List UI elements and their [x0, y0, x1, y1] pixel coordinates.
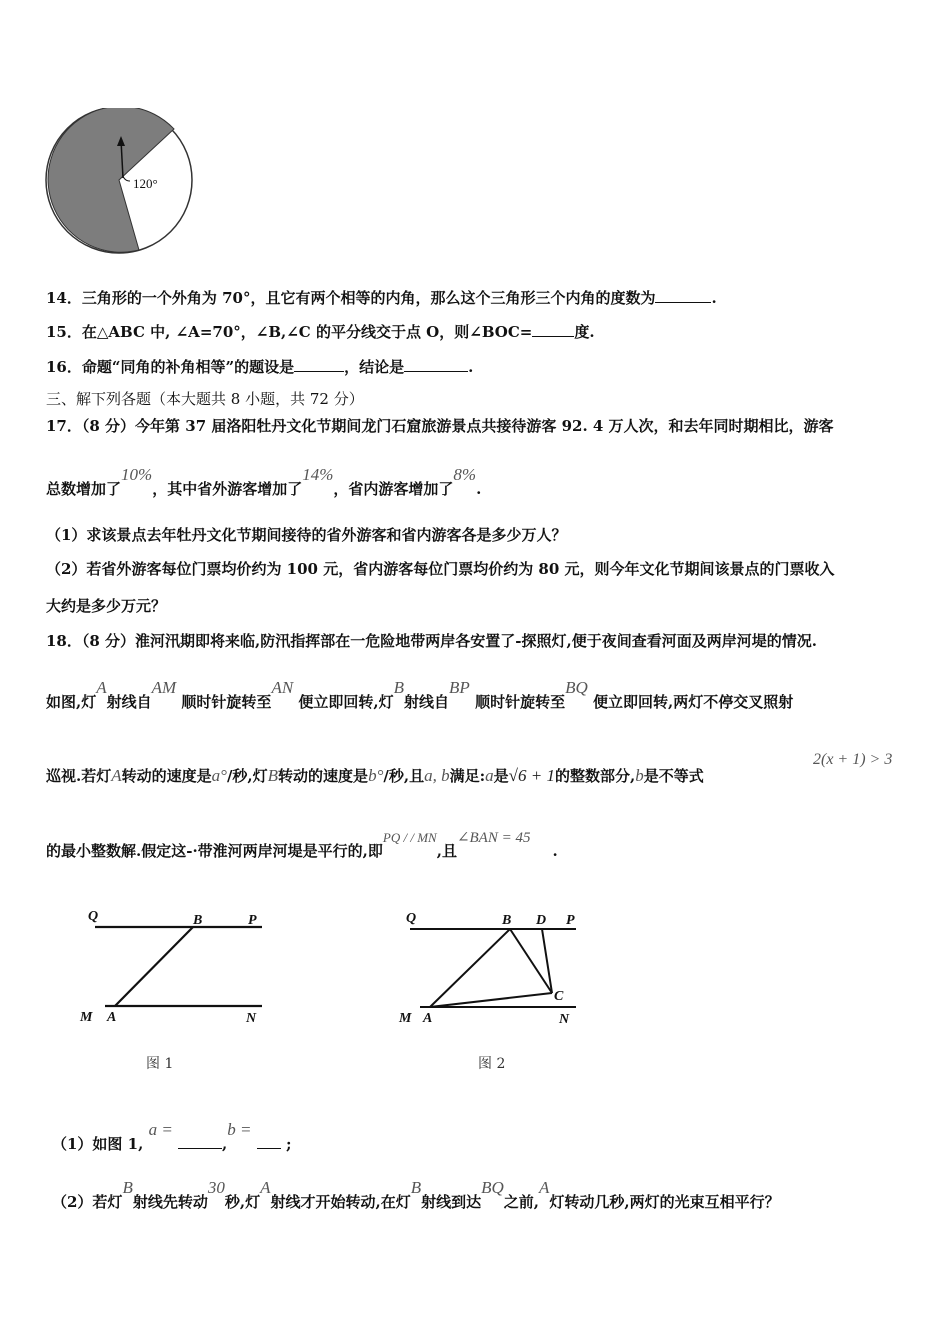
q18-t12: /秒,且	[383, 767, 425, 785]
var-ab: a, b	[424, 766, 450, 785]
question-14	[46, 287, 717, 308]
section-3-heading: 三、解下列各题（本大题共 8 小题，共 72 分）	[46, 390, 364, 408]
var-B: B	[393, 678, 405, 697]
q16-end: .	[468, 358, 474, 376]
fig1-label-m: M	[80, 1010, 93, 1025]
question-16	[46, 356, 473, 377]
q17-sub-2-cont: 大约是多少万元？	[46, 597, 167, 615]
q18-sub1-end: ;	[285, 1135, 292, 1153]
q17-line-1: 17．（8 分）今年第 37 届洛阳牡丹文化节期间龙门石窟旅游景点共接待游客 92. 4 万人次，和去年同时期相比，游客	[46, 417, 834, 435]
q17-sub-1: （1）求该景点去年牡丹文化节期间接待的省外游客和省内游客各是多少万人？	[46, 526, 567, 544]
percent-8: 8%	[453, 465, 477, 484]
fig1-segment-ab	[115, 927, 193, 1006]
fig2-label-c: C	[554, 989, 564, 1004]
fig1-label-q: Q	[88, 909, 99, 924]
var-A-2: A	[111, 766, 122, 785]
var-BQ-2: BQ	[481, 1178, 504, 1197]
q18-t7: 便立即回转,两灯不停交叉照射	[592, 693, 794, 711]
q18-t3: 顺时针旋转至	[181, 693, 272, 711]
q18-t1: 如图,灯	[46, 693, 97, 711]
fig2-segment-dc	[542, 929, 552, 993]
q18-line-4	[46, 830, 558, 861]
fig1-label-b: B	[193, 913, 203, 928]
q18-sub1-comma: ,	[222, 1135, 228, 1153]
q18-t16: 是不等式	[643, 767, 704, 785]
q18-s2-t4: 射线才开始转动,在灯	[270, 1193, 411, 1211]
question-15	[46, 321, 595, 342]
percent-10: 10%	[121, 465, 153, 484]
q18-t13: 满足:	[449, 767, 486, 785]
sqrt6-plus-1: √6 + 1	[508, 766, 555, 785]
angle-ban: ∠BAN = 45	[456, 830, 531, 846]
var-B-4: B	[410, 1178, 422, 1197]
var-A-4: A	[539, 1178, 550, 1197]
q15-end: 度.	[574, 323, 595, 341]
q18-t14: 是	[493, 767, 509, 785]
fig2-label-n: N	[559, 1012, 570, 1027]
q14-blank	[655, 288, 711, 303]
fig1-label-a: A	[107, 1010, 117, 1025]
q18-s2-t3: 秒,灯	[224, 1193, 261, 1211]
q17-text-d: .	[476, 480, 482, 498]
q15-text: 15．在△ABC 中, ∠A=70°，∠B,∠C 的平分线交于点 O，则∠BOC=	[46, 323, 533, 341]
fig2-label-m: M	[399, 1011, 412, 1026]
q15-blank	[532, 322, 574, 337]
q17-sub-2: （2）若省外游客每位门票均价约为 100 元，省内游客每位门票均价约为 80 元，则今年文化节期间该景点的门票收入	[46, 560, 835, 578]
q16-conclusion-label: ，结论是	[344, 358, 405, 376]
q17-text-a: 总数增加了	[46, 480, 122, 498]
pie-figure	[44, 108, 200, 254]
q18-s2-t6: 之前,	[503, 1193, 540, 1211]
fig2-label-d: D	[536, 913, 547, 928]
pq-parallel-mn: PQ / / MN	[382, 830, 437, 845]
q18-s2-t5: 射线到达	[421, 1193, 482, 1211]
fig2-label-q: Q	[406, 911, 417, 926]
seconds-30: 30	[207, 1178, 225, 1197]
q18-s2-t1: （2）若灯	[52, 1193, 123, 1211]
q18-t15: 的整数部分,	[554, 767, 636, 785]
q16-blank-1	[294, 357, 344, 372]
q17-line-2	[46, 465, 482, 499]
figure-2	[396, 905, 596, 1027]
fig2-segment-ab	[430, 929, 510, 1007]
q14-text: 14．三角形的一个外角为 70°，且它有两个相等的内角，那么这个三角形三个内角的度数为	[46, 289, 656, 307]
fig2-label-p: P	[566, 913, 575, 928]
q18-line-2	[46, 678, 794, 712]
q18-t19: .	[552, 842, 558, 860]
q18-sub-2	[52, 1178, 780, 1212]
var-b: b	[635, 766, 644, 785]
var-B-2: B	[267, 766, 279, 785]
pie-angle-label: 120°	[133, 176, 158, 191]
q17-text-c: ，省内游客增加了	[333, 480, 454, 498]
fig2-segment-ac	[430, 993, 552, 1007]
a-answer-blank	[178, 1134, 222, 1149]
q18-t9: 转动的速度是	[121, 767, 212, 785]
a-equals: a =	[148, 1120, 173, 1139]
q18-t18: ,且	[436, 842, 457, 860]
q14-end: .	[711, 289, 717, 307]
fig2-label-b: B	[502, 913, 512, 928]
q18-t2: 射线自	[106, 693, 152, 711]
var-B-3: B	[122, 1178, 133, 1197]
b-equals: b =	[227, 1120, 252, 1139]
figure-1	[78, 905, 278, 1027]
fig2-segment-bc	[510, 929, 552, 993]
q18-t17: 的最小整数解.假定这-·带淮河两岸河堤是平行的,即	[46, 842, 383, 860]
var-a-deg: a°	[211, 766, 227, 785]
var-BP: BP	[449, 678, 470, 697]
var-a: a	[485, 766, 494, 785]
q18-sub1-label: （1）如图 1,	[52, 1135, 144, 1153]
q18-s2-t7: 灯转动几秒,两灯的光束互相平行？	[549, 1193, 780, 1211]
q18-t6: 顺时针旋转至	[475, 693, 566, 711]
q18-t11: 转动的速度是	[278, 767, 369, 785]
percent-14: 14%	[302, 465, 334, 484]
q16-premise-label: 16．命题“同角的补角相等”的题设是	[46, 358, 295, 376]
q18-s2-t2: 射线先转动	[132, 1193, 208, 1211]
var-AM: AM	[151, 678, 177, 697]
fig2-label-a: A	[423, 1011, 433, 1026]
q18-sub-1	[52, 1120, 292, 1154]
fig1-label-p: P	[248, 913, 257, 928]
figure-1-caption: 图 1	[146, 1056, 174, 1072]
q18-t10: /秒,灯	[226, 767, 268, 785]
figure-2-caption: 图 2	[478, 1056, 506, 1072]
q18-t8: 巡视.若灯	[46, 767, 112, 785]
var-b-deg: b°	[368, 766, 384, 785]
q18-t5: 射线自	[404, 693, 450, 711]
q18-line-3	[46, 765, 704, 786]
var-BQ: BQ	[565, 678, 588, 697]
q17-text-b: ，其中省外游客增加了	[152, 480, 303, 498]
var-A-3: A	[260, 1178, 271, 1197]
fig1-label-n: N	[246, 1011, 257, 1026]
var-AN: AN	[271, 678, 294, 697]
inequality: 2(x + 1) > 3	[813, 751, 893, 768]
q16-blank-2	[404, 357, 468, 372]
b-answer-blank	[257, 1134, 281, 1149]
var-A: A	[96, 678, 107, 697]
q18-t4: 便立即回转,灯	[298, 693, 394, 711]
q18-line-1: 18．（8 分）淮河汛期即将来临,防汛指挥部在一危险地带两岸各安置了-探照灯,便于夜间查看河面及两岸河堤的情况.	[46, 632, 817, 650]
